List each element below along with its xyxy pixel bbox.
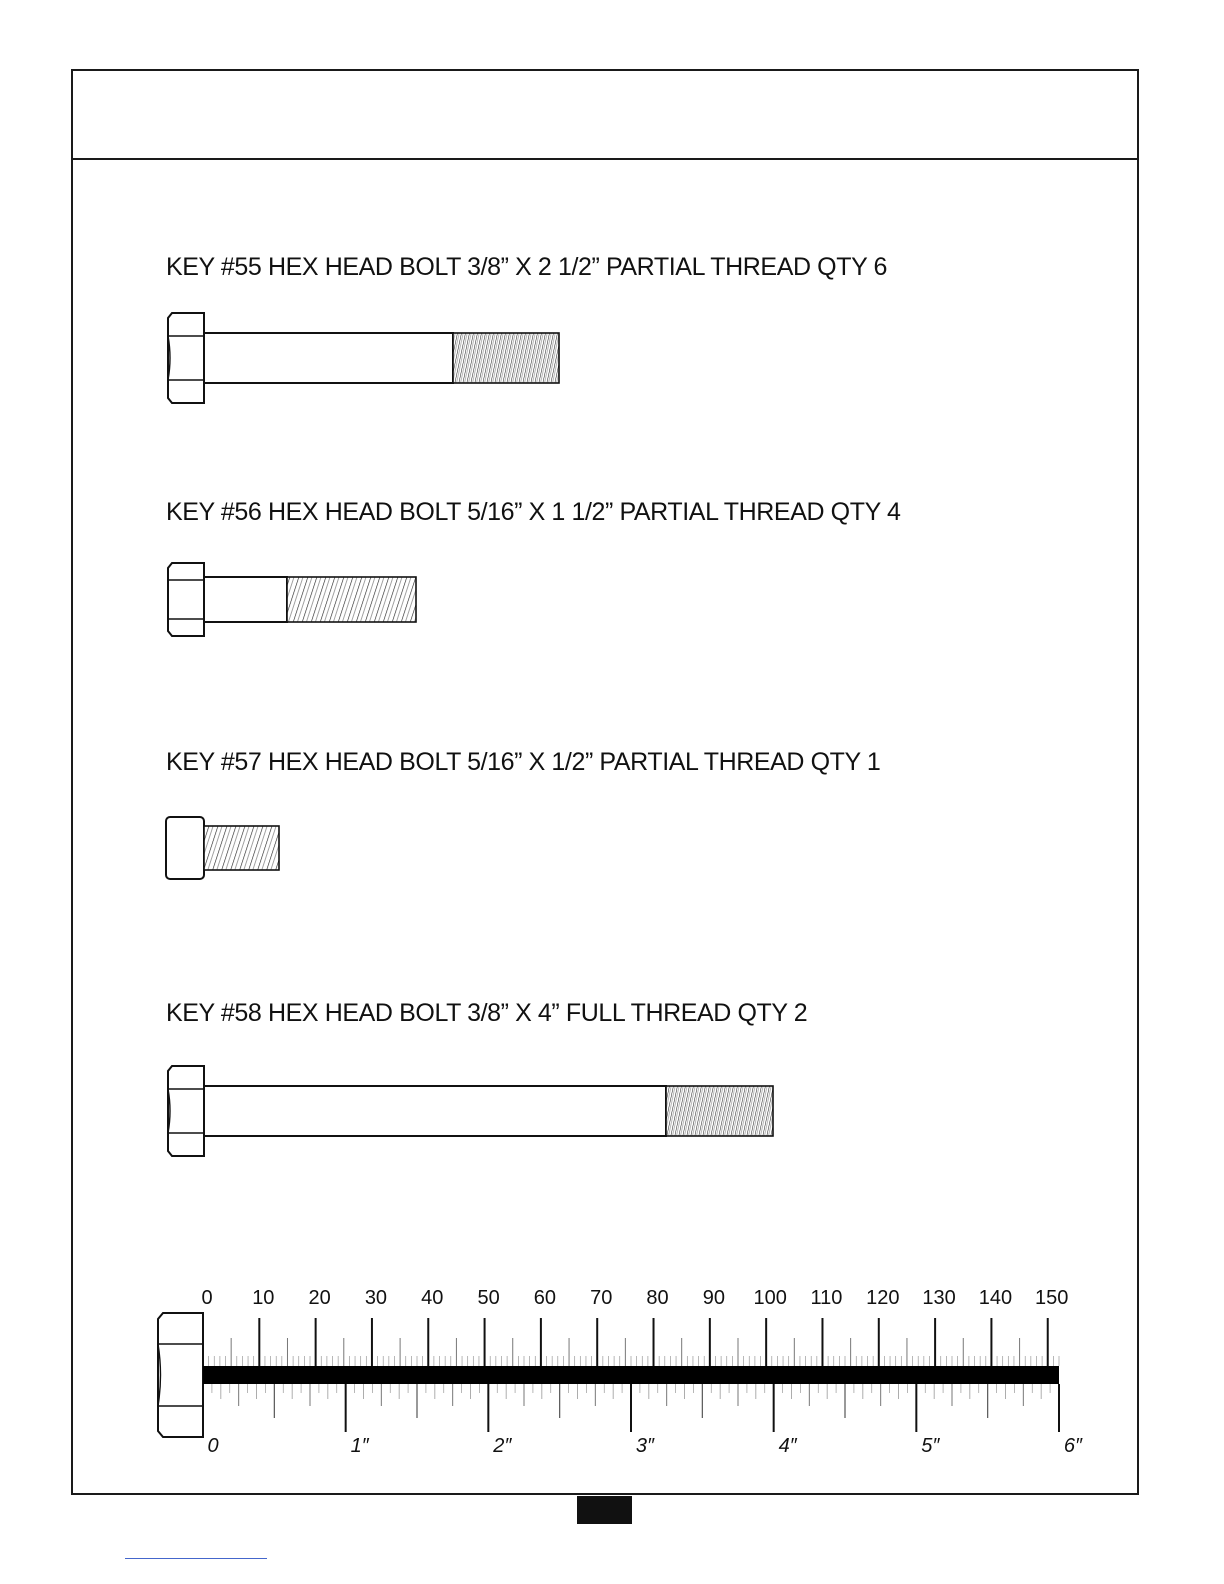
mm-tick-label: 120: [866, 1287, 900, 1309]
inch-tick-label: 4″: [778, 1435, 797, 1457]
part-label-key-56: KEY #56 HEX HEAD BOLT 5/16” X 1 1/2” PARTIAL THREAD QTY 4: [166, 498, 901, 526]
mm-tick-label: 100: [753, 1287, 787, 1309]
mm-tick-label: 80: [646, 1287, 669, 1309]
mm-tick-label: 140: [978, 1287, 1013, 1309]
ruler-bolt-head-icon: [158, 1313, 203, 1437]
inch-scale: [203, 1384, 1083, 1457]
inch-tick-label: 1″: [350, 1435, 369, 1457]
part-label-key-57: KEY #57 HEX HEAD BOLT 5/16” X 1/2” PARTIAL THREAD QTY 1: [166, 748, 881, 776]
mm-tick-label: 60: [533, 1287, 557, 1309]
mm-tick-label: 110: [810, 1287, 843, 1309]
inch-tick-label: 3″: [635, 1435, 655, 1457]
mm-tick-label: 10: [252, 1287, 275, 1309]
bolt-key-55-icon: [168, 313, 559, 403]
bolt-key-56-icon: [168, 563, 416, 636]
part-label-key-55: KEY #55 HEX HEAD BOLT 3/8” X 2 1/2” PARTIAL THREAD QTY 6: [166, 253, 887, 281]
mm-tick-label: 0: [201, 1287, 213, 1309]
inch-tick-label: 5″: [921, 1435, 940, 1457]
mm-tick-label: 90: [702, 1287, 725, 1309]
footer-rule: [125, 1558, 267, 1559]
page-number-tab: [577, 1496, 632, 1524]
inch-tick-label: 6″: [1063, 1435, 1083, 1457]
mm-tick-label: 70: [590, 1287, 613, 1309]
mm-tick-label: 20: [308, 1287, 331, 1309]
ruler-shaft: [203, 1366, 1059, 1384]
part-label-key-58: KEY #58 HEX HEAD BOLT 3/8” X 4” FULL THREAD QTY 2: [166, 999, 808, 1027]
mm-tick-label: 50: [477, 1287, 500, 1309]
inch-tick-label: 0: [207, 1435, 219, 1457]
bolt-key-58-icon: [168, 1066, 773, 1156]
inch-tick-label: 2″: [493, 1435, 512, 1457]
mm-scale: [201, 1287, 1068, 1366]
measuring-ruler: [158, 1287, 1083, 1457]
mm-tick-label: 150: [1035, 1287, 1069, 1309]
mm-tick-label: 30: [364, 1287, 388, 1309]
mm-tick-label: 40: [421, 1287, 444, 1309]
mm-tick-label: 130: [922, 1287, 956, 1309]
bolt-key-57-icon: [166, 817, 279, 879]
